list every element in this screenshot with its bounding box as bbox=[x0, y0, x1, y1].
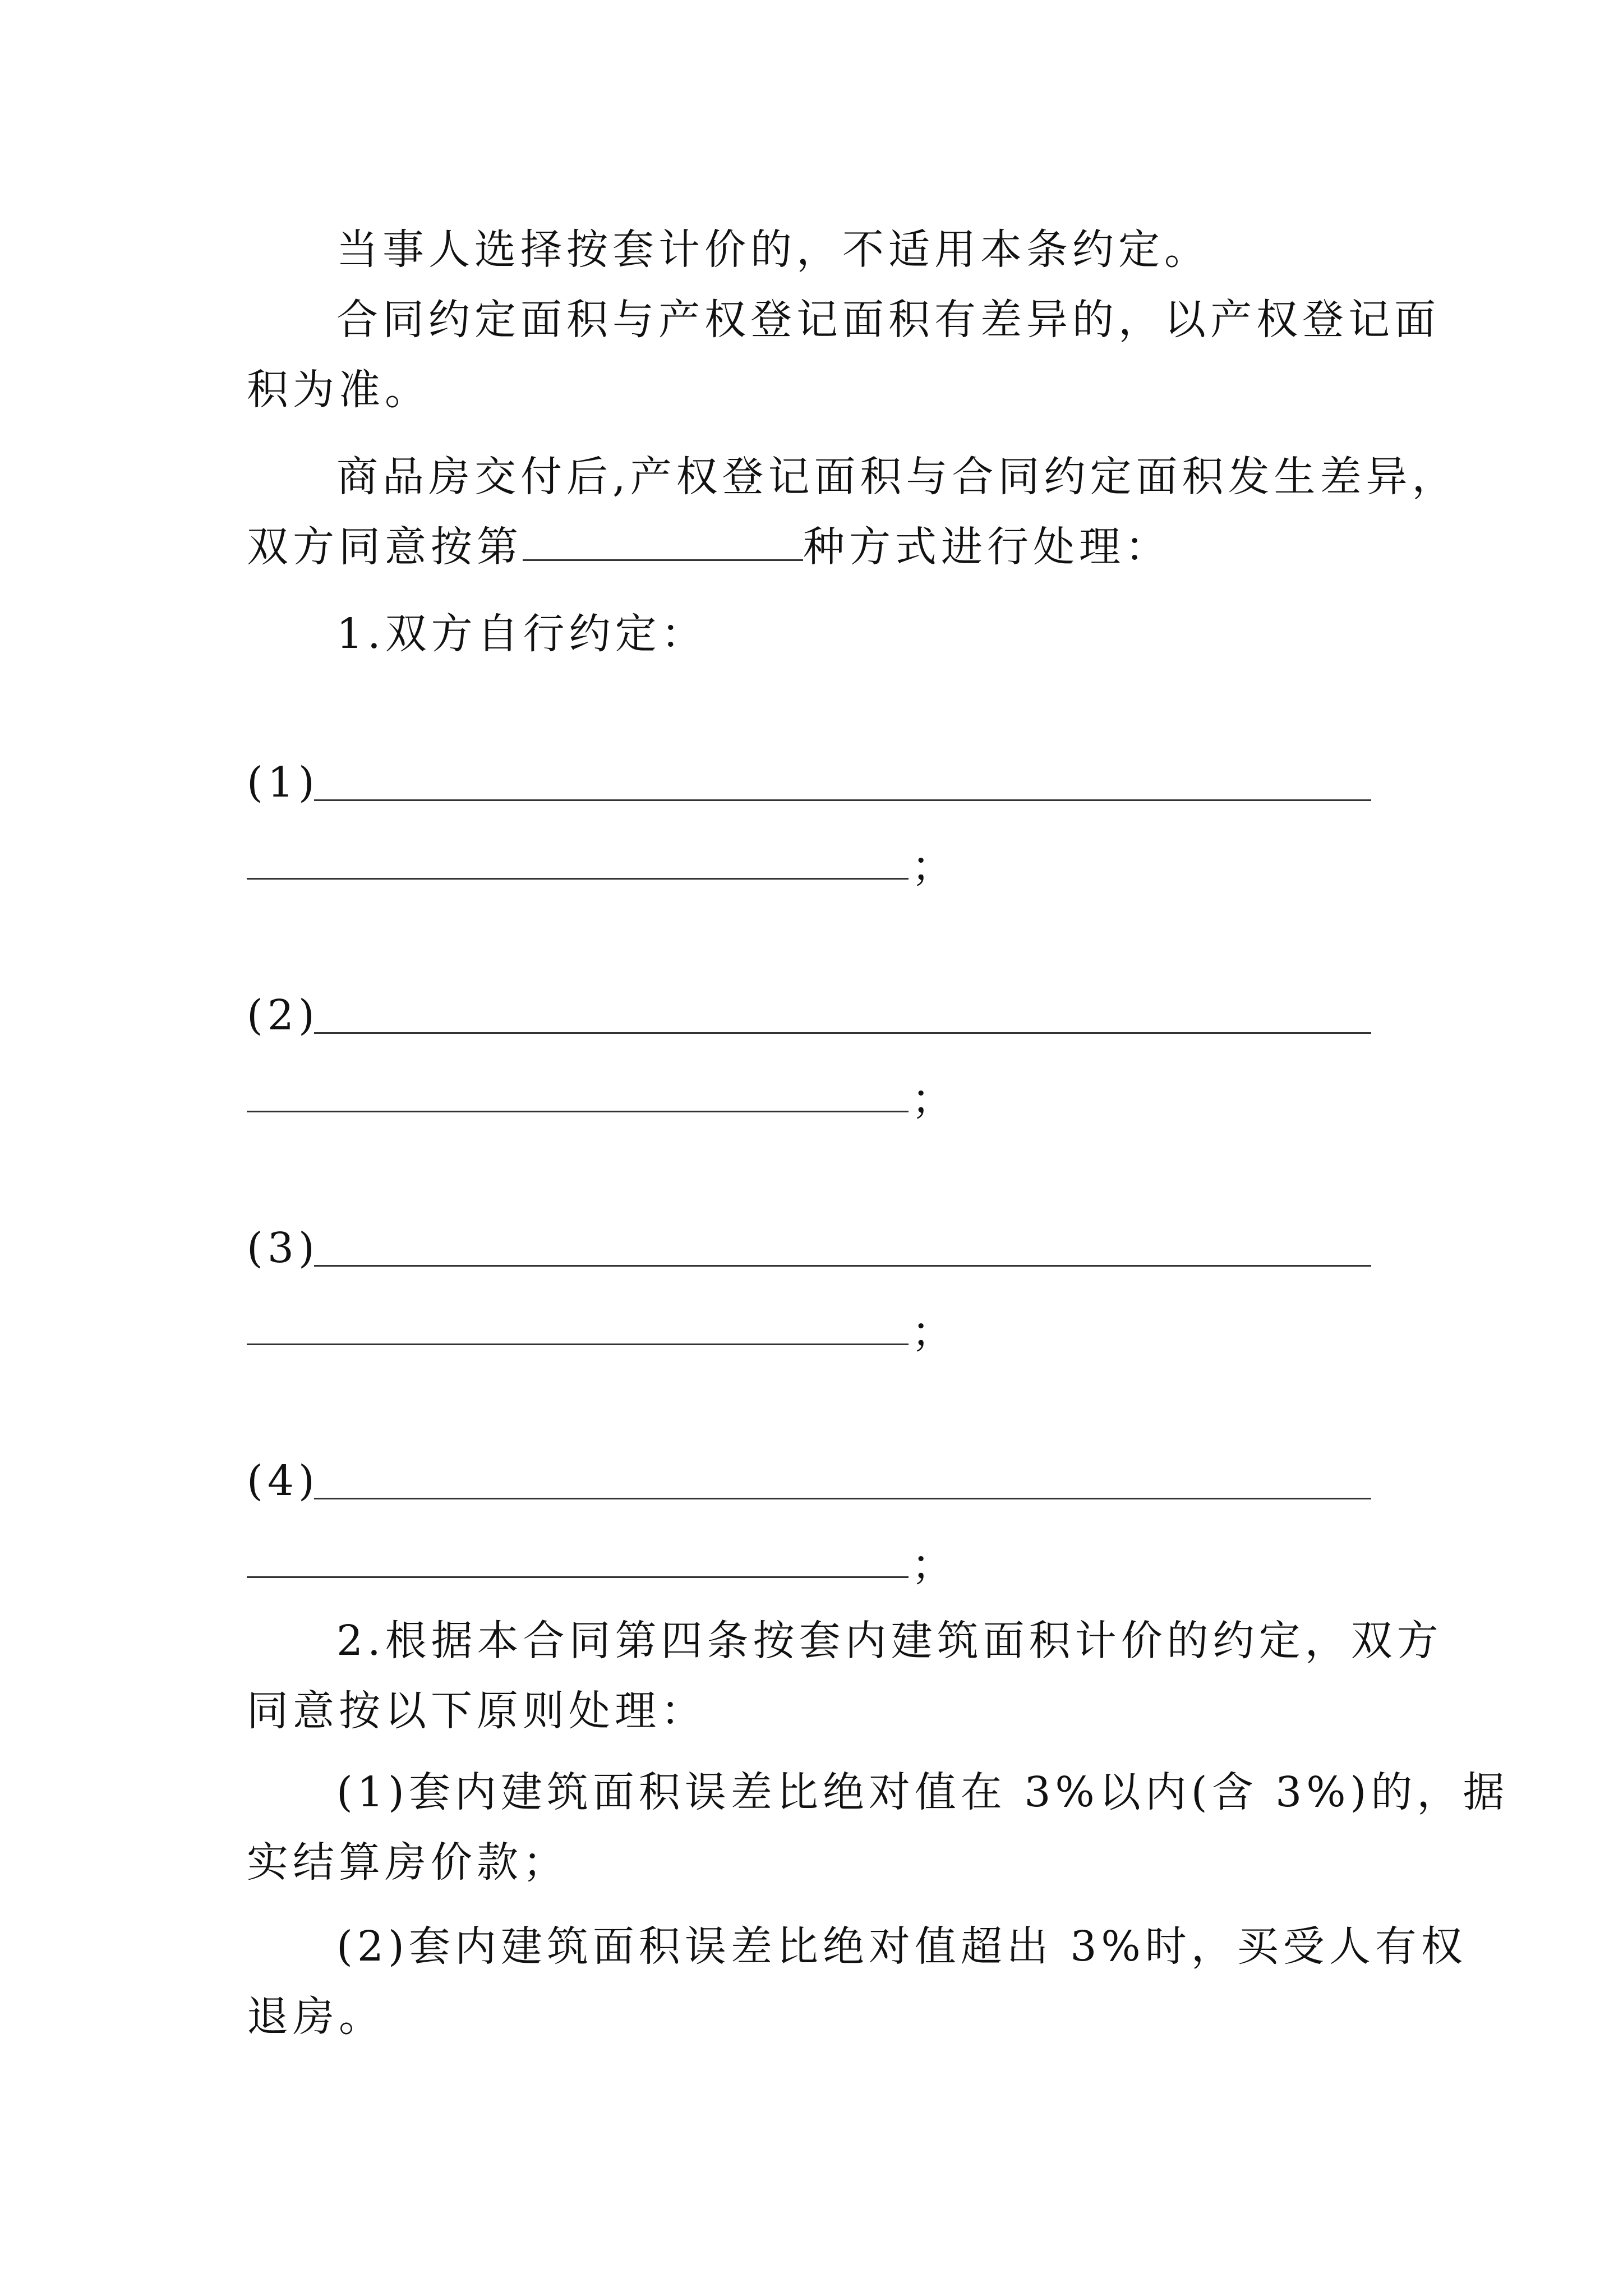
item-2-blank-line1[interactable] bbox=[314, 1032, 1371, 1034]
paragraph-after-delivery-line1: 商品房交付后,产权登记面积与合同约定面积发生差异， bbox=[336, 453, 1458, 501]
clause-2-line1: 2.根据本合同第四条按套内建筑面积计价的约定，双方 bbox=[336, 1617, 1443, 1665]
item-2-semicolon: ； bbox=[911, 1075, 957, 1124]
clause-1-heading: 1.双方自行约定： bbox=[336, 610, 707, 658]
method-choice-prefix: 双方同意按第 bbox=[247, 523, 523, 571]
item-4-blank-line1[interactable] bbox=[314, 1498, 1371, 1499]
item-3-blank-line1[interactable] bbox=[314, 1265, 1371, 1267]
paragraph-per-unit-pricing: 当事人选择按套计价的，不适用本条约定。 bbox=[336, 226, 1210, 274]
item-4-label: (4) bbox=[247, 1457, 319, 1505]
clause-2-rule-2-line2: 退房。 bbox=[247, 1993, 385, 2041]
item-3-semicolon: ； bbox=[911, 1308, 957, 1356]
clause-2-rule-1-line2: 实结算房价款； bbox=[247, 1838, 569, 1887]
clause-2-rule-1-line1: (1)套内建筑面积误差比绝对值在 3%以内(含 3%)的，据 bbox=[336, 1768, 1509, 1816]
method-choice-suffix: 种方式进行处理： bbox=[803, 523, 1171, 571]
clause-2-rule-2-line1: (2)套内建筑面积误差比绝对值超出 3%时，买受人有权 bbox=[336, 1922, 1467, 1971]
item-3-blank-line2[interactable] bbox=[247, 1343, 909, 1345]
clause-2-line2: 同意按以下原则处理： bbox=[247, 1687, 707, 1735]
item-1-blank-line1[interactable] bbox=[314, 799, 1371, 801]
item-2-label: (2) bbox=[247, 991, 319, 1039]
item-1-label: (1) bbox=[247, 758, 319, 807]
item-2-blank-line2[interactable] bbox=[247, 1111, 909, 1112]
item-3-label: (3) bbox=[247, 1224, 319, 1272]
paragraph-area-difference-line1: 合同约定面积与产权登记面积有差异的，以产权登记面 bbox=[336, 296, 1440, 344]
method-choice-blank[interactable] bbox=[523, 524, 803, 561]
paragraph-area-difference-line2: 积为准。 bbox=[247, 366, 431, 414]
item-4-blank-line2[interactable] bbox=[247, 1576, 909, 1578]
paragraph-after-delivery-line2 bbox=[247, 519, 1171, 575]
item-1-semicolon: ； bbox=[911, 843, 957, 891]
item-4-semicolon: ； bbox=[911, 1541, 957, 1589]
item-1-blank-line2[interactable] bbox=[247, 878, 909, 880]
